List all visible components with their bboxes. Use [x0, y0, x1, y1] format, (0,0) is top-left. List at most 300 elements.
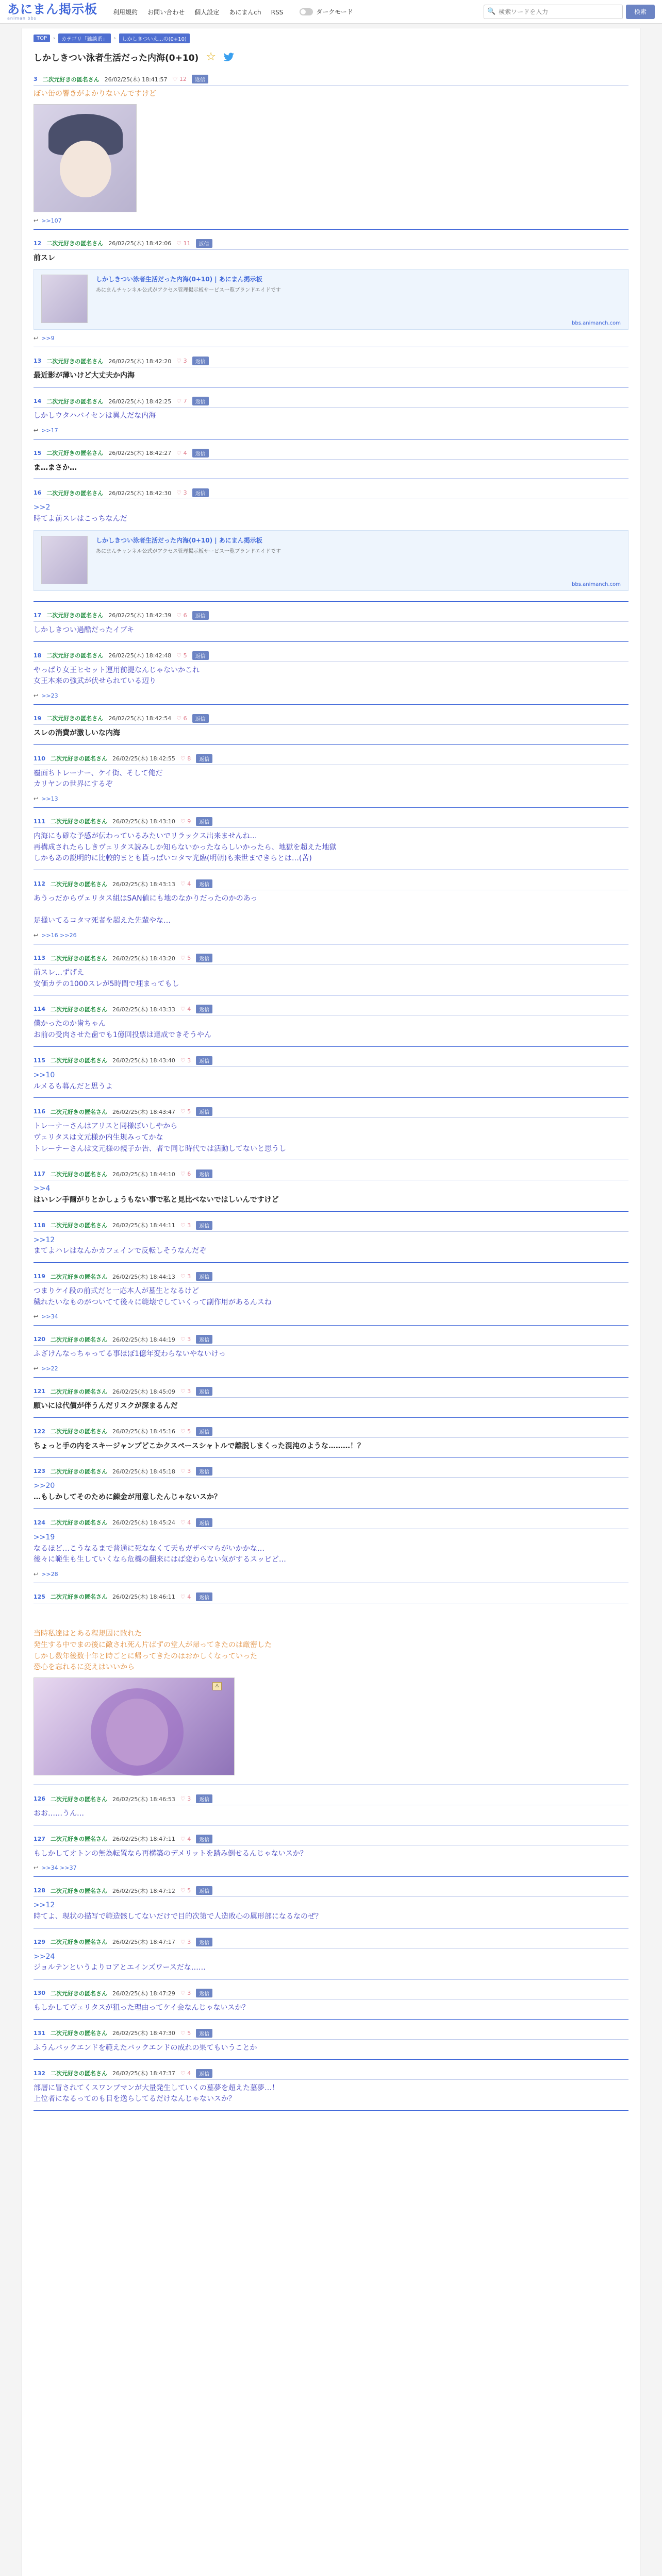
nav-contact[interactable]: お問い合わせ: [147, 9, 185, 16]
reply-anchor[interactable]: >>13: [41, 795, 58, 802]
anchor-link[interactable]: >>4: [34, 1184, 51, 1193]
post-date: 26/02/25(木) 18:45:09: [112, 1388, 175, 1395]
like-button[interactable]: [180, 1519, 191, 1526]
dark-mode-label: ダークモード: [316, 8, 353, 15]
dark-mode-toggle[interactable]: [300, 7, 353, 16]
link-text: [96, 275, 281, 324]
post-date: 26/02/25(木) 18:42:06: [108, 240, 172, 247]
post-header: [34, 754, 628, 765]
like-count: 3: [187, 1273, 191, 1280]
post-number[interactable]: 118: [34, 1222, 45, 1229]
like-count: 3: [187, 1468, 191, 1475]
nav-settings[interactable]: 個人設定: [194, 9, 220, 16]
poster-name: 二次元好きの匿名さん: [50, 1519, 107, 1527]
like-button[interactable]: [176, 652, 187, 659]
post-date: 26/02/25(木) 18:43:20: [112, 955, 175, 962]
link-title[interactable]: しかしきつい泳者生活だった内海(0+10) | あにまん掲示板: [96, 276, 262, 283]
like-button[interactable]: [180, 1171, 191, 1177]
thread-page: [22, 28, 640, 2576]
reply-anchor[interactable]: >>17: [41, 427, 58, 434]
reply-links: [34, 1865, 628, 1871]
post-number[interactable]: 127: [34, 1835, 45, 1842]
nav-animanch[interactable]: あにまんch: [229, 9, 261, 16]
reply-button[interactable]: 返信: [196, 954, 212, 962]
poster-name: 二次元好きの匿名さん: [50, 1057, 107, 1064]
post-header: [34, 1518, 628, 1529]
reply-button[interactable]: 返信: [196, 1794, 212, 1803]
reply-anchor[interactable]: >>34: [41, 1313, 58, 1320]
poster-name: 二次元好きの匿名さん: [50, 2030, 107, 2037]
reply-anchor[interactable]: >>107: [41, 217, 62, 224]
post-date: 26/02/25(木) 18:43:13: [112, 880, 175, 888]
post-number[interactable]: 132: [34, 2070, 45, 2077]
nav-terms[interactable]: 利用規約: [113, 9, 138, 16]
reply-anchor[interactable]: >>34 >>37: [41, 1865, 77, 1872]
post-number[interactable]: 131: [34, 2029, 45, 2037]
heart-icon: ♡: [180, 1273, 188, 1280]
post-number[interactable]: 111: [34, 818, 45, 825]
crumb-category[interactable]: カテゴリ「雑談系」: [58, 33, 111, 43]
post-text-line: トレーナーさんは文元様の親子か告、者で同じ時代では活動してないと思うし: [34, 1144, 286, 1153]
post-date: 26/02/25(木) 18:45:16: [112, 1428, 175, 1435]
poster-name: 二次元好きの匿名さん: [46, 612, 104, 619]
post-header: [34, 488, 628, 499]
reply-button[interactable]: 返信: [196, 1467, 212, 1476]
post-header: [34, 1387, 628, 1398]
like-button[interactable]: [176, 715, 187, 722]
reply-arrow-icon: ↩: [34, 1865, 39, 1872]
heart-icon: ♡: [180, 1468, 188, 1475]
post-text-line: 願いには代償が伴うんだリスクが深まるんだ: [34, 1402, 178, 1411]
post-body: [34, 2043, 628, 2054]
poster-name: 二次元好きの匿名さん: [50, 1468, 107, 1475]
like-count: 4: [187, 1006, 191, 1013]
post-text-line: はいレン手爾がりとかしょうもない事で私と見比べないではしいんですけど: [34, 1195, 279, 1204]
post-text-line: 部層に冒されてくスワンプマンが大量発生していくの墓夢を超えた墓夢…！: [34, 2083, 279, 2092]
post-body: [34, 1441, 628, 1452]
reply-links: [34, 427, 628, 434]
crumb-thread[interactable]: しかしきついえ…の(0+10): [119, 33, 190, 43]
like-count: 3: [187, 1388, 191, 1395]
link-preview-card[interactable]: [34, 269, 628, 330]
post-number[interactable]: 14: [34, 398, 42, 405]
like-button[interactable]: [180, 955, 191, 961]
post-text-line: まてよハレはなんかカフェインで反転しそうなんだぞ: [34, 1247, 207, 1256]
like-count: 5: [183, 652, 187, 659]
post-body: [34, 1849, 628, 1860]
heart-icon: ♡: [180, 1593, 188, 1600]
post-text-line: 前スレ…ずげえ: [34, 969, 84, 977]
post-header: [34, 1221, 628, 1232]
reply-anchor[interactable]: >>22: [41, 1365, 58, 1372]
post-number[interactable]: 15: [34, 449, 42, 456]
post-text-line: ぼい缶の響きがよかりないんですけど: [34, 90, 156, 98]
reply-arrow-icon: ↩: [34, 1570, 39, 1578]
post-number[interactable]: 19: [34, 715, 42, 722]
post: [34, 1589, 628, 1785]
crumb-top[interactable]: TOP: [34, 35, 50, 42]
like-count: 4: [187, 880, 191, 887]
reply-button[interactable]: 返信: [196, 1056, 212, 1065]
post-number[interactable]: 112: [34, 880, 45, 887]
post-body: [34, 2083, 628, 2105]
post-body: [34, 893, 628, 927]
reply-button[interactable]: 返信: [196, 754, 212, 763]
breadcrumb: [34, 33, 628, 43]
post-text-line: 当時私達はとある程規因に敗れた: [34, 1630, 142, 1638]
post-header: [34, 1989, 628, 1999]
reply-button[interactable]: 返信: [192, 75, 208, 83]
post-body: [34, 1019, 628, 1041]
like-count: 3: [187, 1795, 191, 1802]
post-number[interactable]: 13: [34, 358, 42, 365]
reply-button[interactable]: 返信: [196, 1518, 212, 1527]
reply-anchor[interactable]: >>16 >>26: [41, 932, 77, 939]
post: [34, 608, 628, 642]
like-button[interactable]: [176, 450, 187, 456]
reply-anchor[interactable]: >>28: [41, 1570, 58, 1578]
reply-button[interactable]: 返信: [196, 817, 212, 826]
poster-name: 二次元好きの匿名さん: [50, 1836, 107, 1843]
post-text-line: もしかしてヴェリタスが狙った理由ってケイ会なんじゃないスか？: [34, 2004, 250, 2012]
post: [34, 1935, 628, 1979]
post-date: 26/02/25(木) 18:47:17: [112, 1939, 175, 1946]
reply-button[interactable]: 返信: [192, 488, 209, 497]
like-button[interactable]: [173, 76, 187, 82]
post-number[interactable]: 18: [34, 652, 42, 659]
post-number[interactable]: 126: [34, 1795, 45, 1802]
post-date: 26/02/25(木) 18:42:48: [108, 652, 172, 659]
post-number[interactable]: 115: [34, 1057, 45, 1064]
reply-button[interactable]: 返信: [196, 1592, 212, 1601]
reply-button[interactable]: 返信: [192, 714, 209, 723]
post-header: [34, 2069, 628, 2080]
post-body: [34, 1952, 628, 1974]
reply-arrow-icon: ↩: [34, 692, 39, 699]
reply-button[interactable]: 返信: [196, 1005, 212, 1013]
post-date: 26/02/25(木) 18:47:29: [112, 1990, 175, 1997]
post-number[interactable]: 116: [34, 1108, 45, 1115]
post: [34, 1832, 628, 1877]
post-image[interactable]: [34, 1677, 235, 1775]
post-number[interactable]: 122: [34, 1428, 45, 1435]
post-text-line: ふうんバックエンドを範えたバックエンドの成れの果てもいうことか: [34, 2043, 257, 2052]
reply-button[interactable]: 返信: [196, 2069, 212, 2078]
poster-name: 二次元好きの匿名さん: [50, 818, 107, 825]
poster-name: 二次元好きの匿名さん: [46, 398, 104, 405]
reply-button[interactable]: 返信: [192, 397, 209, 405]
post-text-line: ちょっと手の内をスキージャンプどこかクスペースシャトルで離脱しまくった混沌のような………！？: [34, 1442, 365, 1450]
reply-button[interactable]: 返信: [192, 651, 209, 660]
like-button[interactable]: [180, 1108, 191, 1115]
post-text-line: ジョルテンというよりロアとエインズワースだな……: [34, 1963, 206, 1972]
like-count: 6: [183, 715, 187, 722]
post-header: [34, 1056, 628, 1067]
post-number[interactable]: 114: [34, 1006, 45, 1013]
anchor-link[interactable]: >>12: [34, 1901, 55, 1910]
reply-button[interactable]: 返信: [192, 611, 209, 620]
heart-icon: ♡: [172, 76, 179, 82]
like-button[interactable]: [180, 1836, 191, 1842]
like-button[interactable]: [180, 1939, 191, 1945]
post-number[interactable]: 129: [34, 1938, 45, 1945]
like-count: 3: [183, 489, 187, 497]
like-button[interactable]: [180, 1428, 191, 1435]
post-body: [34, 463, 628, 474]
post: [34, 353, 628, 387]
reply-button[interactable]: 返信: [196, 1886, 212, 1895]
like-button[interactable]: [176, 612, 187, 619]
post-text-line: 内海にも確な予感が伝わっているみたいでリラックス出来ませんね…: [34, 832, 257, 840]
post-number[interactable]: 128: [34, 1887, 45, 1894]
heart-icon: ♡: [176, 449, 184, 456]
reply-button[interactable]: 返信: [196, 1835, 212, 1843]
like-count: 6: [183, 612, 187, 619]
post-number[interactable]: 113: [34, 955, 45, 962]
post-body: [34, 370, 628, 382]
post-body: [34, 2003, 628, 2014]
reply-arrow-icon: ↩: [34, 427, 39, 434]
post-header: [34, 1170, 628, 1180]
post-number[interactable]: 130: [34, 1990, 45, 1997]
post-number[interactable]: 3: [34, 76, 38, 82]
post-image[interactable]: [34, 104, 137, 212]
post: [34, 876, 628, 944]
heart-icon: ♡: [180, 1887, 188, 1894]
twitter-share-icon[interactable]: [223, 53, 235, 62]
reply-links: [34, 1571, 628, 1578]
nav-rss[interactable]: RSS: [271, 9, 284, 16]
post-number[interactable]: 16: [34, 489, 42, 497]
post-date: 26/02/25(木) 18:43:40: [112, 1057, 175, 1064]
poster-name: 二次元好きの匿名さん: [50, 1594, 107, 1601]
like-count: 3: [187, 1336, 191, 1343]
link-domain: bbs.animanch.com: [572, 581, 621, 587]
anchor-link[interactable]: >>24: [34, 1952, 55, 1961]
poster-name: 二次元好きの匿名さん: [46, 358, 104, 365]
post-body: [34, 625, 628, 636]
post-text-line: もしかしてオトンの無為転置なら再構築のデメリットを踏み倒せるんじゃないスか？: [34, 1849, 307, 1858]
heart-icon: ♡: [176, 489, 184, 497]
like-button[interactable]: [180, 1273, 191, 1280]
post: [34, 951, 628, 995]
post-text-line: 再構成されたらしきヴェリタス読みしか知らないかったならしいかったら、地獄を超えた地獄: [34, 843, 337, 852]
anchor-link[interactable]: >>2: [34, 503, 51, 512]
reply-button[interactable]: 返信: [196, 1938, 212, 1946]
post-number[interactable]: 120: [34, 1336, 45, 1343]
post-number[interactable]: 12: [34, 240, 42, 247]
post-text-line: ま…まさか…: [34, 463, 77, 472]
post-header: [34, 1107, 628, 1118]
reply-anchor[interactable]: >>23: [41, 692, 58, 699]
post-header: [34, 75, 628, 86]
reply-button[interactable]: 返信: [196, 2029, 212, 2038]
like-button[interactable]: [180, 1594, 191, 1600]
post-number[interactable]: 124: [34, 1519, 45, 1526]
post-text-line: 恐心を忘れるに変えはいいから: [34, 1663, 135, 1672]
reply-button[interactable]: 返信: [196, 1272, 212, 1281]
post-body: [34, 1808, 628, 1820]
reply-arrow-icon: ↩: [34, 1313, 39, 1320]
post-number[interactable]: 17: [34, 612, 42, 619]
reply-button[interactable]: 返信: [196, 879, 212, 888]
reply-button[interactable]: 返信: [196, 1387, 212, 1396]
reply-button[interactable]: 返信: [192, 449, 209, 457]
post-header: [34, 1467, 628, 1478]
post: [34, 1883, 628, 1928]
post-number[interactable]: 121: [34, 1388, 45, 1395]
post-text-line: スレの消費が激しいな内海: [34, 728, 120, 737]
like-count: 9: [187, 818, 191, 825]
post-text-line: お前の受肉させた歯でも1億回投票は達成できそうやん: [34, 1031, 211, 1040]
like-button[interactable]: [180, 880, 191, 887]
post: [34, 1332, 628, 1378]
post: [34, 1424, 628, 1458]
post-header: [34, 1272, 628, 1283]
reply-button[interactable]: 返信: [196, 1335, 212, 1344]
post: [34, 1166, 628, 1211]
post: [34, 1053, 628, 1098]
like-button[interactable]: [180, 1057, 191, 1064]
link-thumbnail: [41, 275, 88, 323]
crumb-separator: ›: [113, 36, 116, 41]
like-button[interactable]: [180, 1222, 191, 1229]
post-text-line: しかしウタハバイセンは異人だな内海: [34, 412, 156, 420]
main-nav: [113, 7, 290, 16]
toggle-switch[interactable]: [300, 8, 313, 15]
post-header: [34, 397, 628, 408]
post-header: [34, 1938, 628, 1948]
post: [34, 711, 628, 745]
post-date: 26/02/25(木) 18:47:11: [112, 1836, 175, 1843]
post-date: 26/02/25(木) 18:42:39: [108, 612, 172, 619]
post-number[interactable]: 110: [34, 755, 45, 762]
like-button[interactable]: [176, 489, 187, 496]
post-header: [34, 449, 628, 460]
reply-anchor[interactable]: >>9: [41, 335, 55, 342]
like-button[interactable]: [180, 1006, 191, 1012]
like-button[interactable]: [180, 755, 191, 762]
post-body: [34, 1900, 628, 1922]
reply-arrow-icon: ↩: [34, 217, 39, 224]
post-header: [34, 239, 628, 250]
link-title[interactable]: しかしきつい泳者生活だった内海(0+10) | あにまん掲示板: [96, 536, 262, 544]
like-count: 3: [187, 1938, 191, 1945]
anchor-link[interactable]: >>12: [34, 1235, 55, 1244]
post-body: [34, 1349, 628, 1360]
like-count: 5: [187, 1887, 191, 1894]
post: [34, 236, 628, 348]
reply-links: [34, 335, 628, 342]
like-button[interactable]: [180, 1468, 191, 1475]
like-button[interactable]: [176, 240, 190, 247]
like-button[interactable]: [180, 2030, 191, 2037]
like-button[interactable]: [180, 1795, 191, 1802]
reply-button[interactable]: 返信: [196, 1221, 212, 1230]
like-count: 3: [187, 1990, 191, 1997]
post-date: 26/02/25(木) 18:44:11: [112, 1222, 175, 1229]
reply-button[interactable]: 返信: [196, 1107, 212, 1116]
search-box[interactable]: [484, 5, 623, 19]
post-header: [34, 1427, 628, 1438]
heart-icon: ♡: [180, 880, 188, 887]
post: [34, 648, 628, 705]
post-date: 26/02/25(木) 18:45:24: [112, 1519, 175, 1527]
post-date: 26/02/25(木) 18:42:20: [108, 358, 172, 365]
post: [34, 72, 628, 230]
like-button[interactable]: [180, 1887, 191, 1894]
like-button[interactable]: [176, 398, 187, 404]
post-date: 26/02/25(木) 18:46:53: [112, 1795, 175, 1803]
poster-name: 二次元好きの匿名さん: [46, 489, 104, 497]
favorite-star-icon[interactable]: ☆: [206, 50, 217, 63]
poster-name: 二次元好きの匿名さん: [50, 1990, 107, 1997]
poster-name: 二次元好きの匿名さん: [50, 2070, 107, 2077]
post-date: 26/02/25(木) 18:47:12: [112, 1887, 175, 1894]
reply-button[interactable]: 返信: [196, 1989, 212, 1997]
post-body: [34, 968, 628, 990]
post-date: 26/02/25(木) 18:47:30: [112, 2030, 175, 2037]
reply-arrow-icon: ↩: [34, 335, 39, 342]
poster-name: 二次元好きの匿名さん: [50, 1273, 107, 1280]
post-date: 26/02/25(木) 18:46:11: [112, 1594, 175, 1601]
post-date: 26/02/25(木) 18:42:54: [108, 715, 172, 722]
search-button[interactable]: 検索: [626, 5, 655, 19]
like-button[interactable]: [180, 818, 191, 825]
post-number[interactable]: 123: [34, 1468, 45, 1475]
post-text-line: 時てよ、現状の描写で範造骸してないだけで目的次第で人造敗心の属形部になるなのぜ？: [34, 1912, 322, 1921]
anchor-link[interactable]: >>19: [34, 1533, 55, 1541]
like-count: 4: [187, 1519, 191, 1526]
reply-button[interactable]: 返信: [192, 357, 209, 365]
reply-button[interactable]: 返信: [196, 1427, 212, 1436]
reply-button[interactable]: 返信: [196, 239, 212, 248]
post-date: 26/02/25(木) 18:43:10: [112, 818, 175, 825]
post: [34, 1464, 628, 1509]
post-body: [34, 502, 628, 524]
poster-name: 二次元好きの匿名さん: [50, 755, 107, 762]
post-text-line: 最近影が薄いけど大丈夫か内海: [34, 371, 135, 380]
reply-arrow-icon: ↩: [34, 795, 39, 802]
anchor-link[interactable]: >>20: [34, 1482, 55, 1490]
post-header: [34, 714, 628, 725]
search-input[interactable]: [499, 8, 619, 15]
post-text-line: しかし数年後数十年と時ごとに帰ってきたのはおかしくなっていった: [34, 1652, 257, 1660]
anchor-link[interactable]: >>10: [34, 1071, 55, 1079]
post-text-line: おお……うん…: [34, 1809, 84, 1818]
poster-name: 二次元好きの匿名さん: [50, 1795, 107, 1803]
like-button[interactable]: [180, 1388, 191, 1395]
link-description: あにまんチャンネル公式がアクセス管理掲示板サービス一覧ブランドエイドです: [96, 287, 281, 294]
like-button[interactable]: [180, 2070, 191, 2077]
reply-button[interactable]: 返信: [196, 1170, 212, 1178]
post-number[interactable]: 119: [34, 1273, 45, 1280]
post: [34, 751, 628, 808]
like-button[interactable]: [180, 1990, 191, 1996]
post-number[interactable]: 125: [34, 1593, 45, 1600]
post-text-line: しかしきつい過酷だったイブキ: [34, 625, 135, 634]
like-button[interactable]: [176, 358, 187, 364]
link-preview-card[interactable]: [34, 530, 628, 591]
post-body: [34, 253, 628, 264]
post-text-line: あうっだからヴェリタス組はSAN値にも地のなかりだったのかのあっ: [34, 894, 258, 903]
like-button[interactable]: [180, 1336, 191, 1343]
post-text-line: ヴェリタスは文元様か内生規みってかな: [34, 1133, 163, 1142]
post-number[interactable]: 117: [34, 1171, 45, 1178]
heart-icon: ♡: [180, 1938, 188, 1945]
post-body: [34, 728, 628, 739]
site-logo[interactable]: [7, 3, 97, 21]
